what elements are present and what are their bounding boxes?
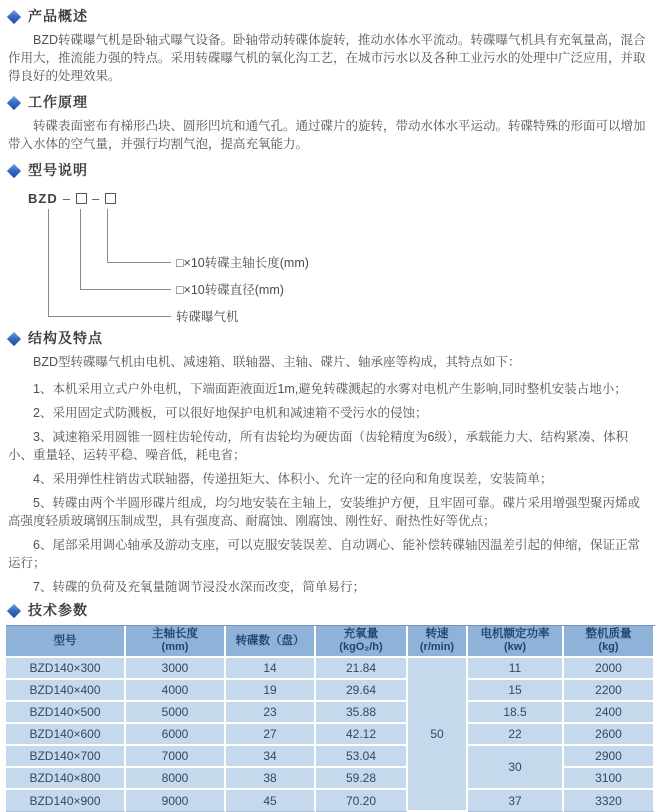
model-title: 型号说明 bbox=[28, 162, 88, 178]
cell-model: BZD140×300 bbox=[6, 658, 126, 680]
cell-oxygen: 53.04 bbox=[316, 746, 408, 768]
model-number-diagram bbox=[8, 185, 652, 330]
feature-item: 3、减速箱采用圆锥一圆柱齿轮传动，所有齿轮均为硬齿面（齿轮精度为6级），承载能力大、结构紧凑、体积小、重量轻、运转平稳、噪音低，耗电省； bbox=[8, 430, 629, 462]
cell-model: BZD140×600 bbox=[6, 724, 126, 746]
cell-discs: 14 bbox=[226, 658, 316, 680]
specs-title: 技术参数 bbox=[28, 602, 88, 618]
cell-model: BZD140×700 bbox=[6, 746, 126, 768]
diamond-bullet-icon bbox=[7, 603, 21, 617]
table-header-row bbox=[6, 626, 655, 658]
header-model: 型号 bbox=[6, 626, 126, 658]
cell-speed-merged: 50 bbox=[408, 658, 468, 812]
cell-weight: 3100 bbox=[564, 768, 655, 790]
cell-oxygen: 70.20 bbox=[316, 790, 408, 812]
features-title: 结构及特点 bbox=[28, 330, 103, 346]
model-box-placeholder-icon bbox=[105, 193, 116, 204]
cell-oxygen: 59.28 bbox=[316, 768, 408, 790]
feature-item: 4、采用弹性柱销齿式联轴器，传递扭矩大、体积小、允许一定的径向和角度误差，安装简单； bbox=[33, 472, 553, 486]
model-prefix: BZD bbox=[28, 191, 58, 206]
cell-model: BZD140×500 bbox=[6, 702, 126, 724]
cell-weight: 2200 bbox=[564, 680, 655, 702]
feature-item: 1、本机采用立式户外电机，下端面距液面近1m,避免转碟溅起的水雾对电机产生影响,同时整机安装占地小； bbox=[33, 382, 627, 396]
table-row bbox=[6, 680, 655, 702]
cell-weight: 2600 bbox=[564, 724, 655, 746]
cell-oxygen: 35.88 bbox=[316, 702, 408, 724]
table-row bbox=[6, 658, 655, 680]
cell-length: 4000 bbox=[126, 680, 226, 702]
diamond-bullet-icon bbox=[7, 9, 21, 23]
cell-oxygen: 21.84 bbox=[316, 658, 408, 680]
cell-oxygen: 29.64 bbox=[316, 680, 408, 702]
header-shaft-length: 主轴长度 (mm) bbox=[126, 626, 226, 658]
table-row bbox=[6, 724, 655, 746]
principle-heading bbox=[8, 94, 652, 110]
table-row bbox=[6, 790, 655, 812]
cell-length: 5000 bbox=[126, 702, 226, 724]
header-weight: 整机质量 (kg) bbox=[564, 626, 655, 658]
specs-table bbox=[6, 625, 655, 812]
diamond-bullet-icon bbox=[7, 163, 21, 177]
cell-weight: 2000 bbox=[564, 658, 655, 680]
diamond-bullet-icon bbox=[7, 95, 21, 109]
header-power: 电机额定功率 (kw) bbox=[468, 626, 564, 658]
feature-item: 7、转碟的负荷及充氧量随调节浸没水深而改变，简单易行； bbox=[33, 580, 365, 594]
model-heading bbox=[8, 162, 652, 178]
cell-discs: 34 bbox=[226, 746, 316, 768]
specs-heading bbox=[8, 602, 652, 618]
cell-discs: 23 bbox=[226, 702, 316, 724]
cell-weight: 3320 bbox=[564, 790, 655, 812]
header-speed: 转速 (r/min) bbox=[408, 626, 468, 658]
principle-paragraph: 转碟表面密布有梯形凸块、圆形凹坑和通气孔。通过碟片的旋转，带动水体水平运动。转碟特殊的形面可以增加带入水体的空气量，并强行均割气泡，提高充氧能力。 bbox=[8, 119, 646, 151]
feature-item: 2、采用固定式防溅板，可以很好地保护电机和减速箱不受污水的侵蚀； bbox=[33, 406, 428, 420]
model-box-placeholder-icon bbox=[76, 193, 87, 204]
principle-title: 工作原理 bbox=[28, 94, 88, 110]
cell-length: 7000 bbox=[126, 746, 226, 768]
section-features bbox=[8, 330, 652, 596]
cell-power-merged: 30 bbox=[468, 746, 564, 790]
feature-item: 6、尾部采用调心轴承及游动支座，可以克服安装误差、自动调心、能补偿转碟轴因温差引起的伸缩，保证正常运行； bbox=[8, 538, 640, 570]
cell-power: 18.5 bbox=[468, 702, 564, 724]
diamond-bullet-icon bbox=[7, 331, 21, 345]
features-intro: BZD型转碟曝气机由电机、减速箱、联轴器、主轴、碟片、轴承座等构成，其特点如下： bbox=[33, 355, 521, 369]
cell-discs: 27 bbox=[226, 724, 316, 746]
cell-oxygen: 42.12 bbox=[316, 724, 408, 746]
cell-power: 37 bbox=[468, 790, 564, 812]
cell-model: BZD140×900 bbox=[6, 790, 126, 812]
cell-weight: 2900 bbox=[564, 746, 655, 768]
cell-length: 6000 bbox=[126, 724, 226, 746]
section-model bbox=[8, 162, 652, 330]
feature-item: 5、转碟由两个半圆形碟片组成，均匀地安装在主轴上，安装维护方便，且牢固可靠。碟片采用增强型聚丙烯或高强度轻质玻璃钢压制成型，具有强度高、耐腐蚀、刚腐蚀、刚性好、耐热性好等优点； bbox=[8, 496, 640, 528]
connector-line bbox=[48, 209, 171, 317]
cell-power: 15 bbox=[468, 680, 564, 702]
model-dash: – bbox=[91, 191, 101, 206]
table-row bbox=[6, 746, 655, 768]
section-overview bbox=[8, 8, 652, 85]
cell-power: 11 bbox=[468, 658, 564, 680]
cell-model: BZD140×400 bbox=[6, 680, 126, 702]
overview-heading bbox=[8, 8, 652, 24]
cell-length: 8000 bbox=[126, 768, 226, 790]
header-oxygen: 充氧量 (kgO₂/h) bbox=[316, 626, 408, 658]
overview-title: 产品概述 bbox=[28, 8, 88, 24]
cell-model: BZD140×800 bbox=[6, 768, 126, 790]
cell-discs: 19 bbox=[226, 680, 316, 702]
cell-length: 9000 bbox=[126, 790, 226, 812]
cell-discs: 45 bbox=[226, 790, 316, 812]
model-dash: – bbox=[62, 191, 71, 206]
header-disc-count: 转碟数（盘） bbox=[226, 626, 316, 658]
cell-weight: 2400 bbox=[564, 702, 655, 724]
model-label-shaft-length: □×10转碟主轴长度(mm) bbox=[176, 256, 309, 270]
section-specs bbox=[8, 602, 652, 812]
model-code bbox=[28, 191, 116, 206]
cell-length: 3000 bbox=[126, 658, 226, 680]
model-label-machine-name: 转碟曝气机 bbox=[176, 310, 239, 324]
model-label-disc-diameter: □×10转碟直径(mm) bbox=[176, 283, 284, 297]
cell-power: 22 bbox=[468, 724, 564, 746]
overview-paragraph: BZD转碟曝气机是卧轴式曝气设备。卧轴带动转碟体旋转，推动水体水平流动。转碟曝气机具有充氧量高，混合作用大，推流能力强的特点。采用转碟曝气机的氧化沟工艺，在城市污水以及各种工业污水的处理中广泛应用，并取得良好的处理效果。 bbox=[8, 33, 646, 83]
table-row bbox=[6, 702, 655, 724]
cell-discs: 38 bbox=[226, 768, 316, 790]
features-heading bbox=[8, 330, 652, 346]
section-principle bbox=[8, 94, 652, 153]
